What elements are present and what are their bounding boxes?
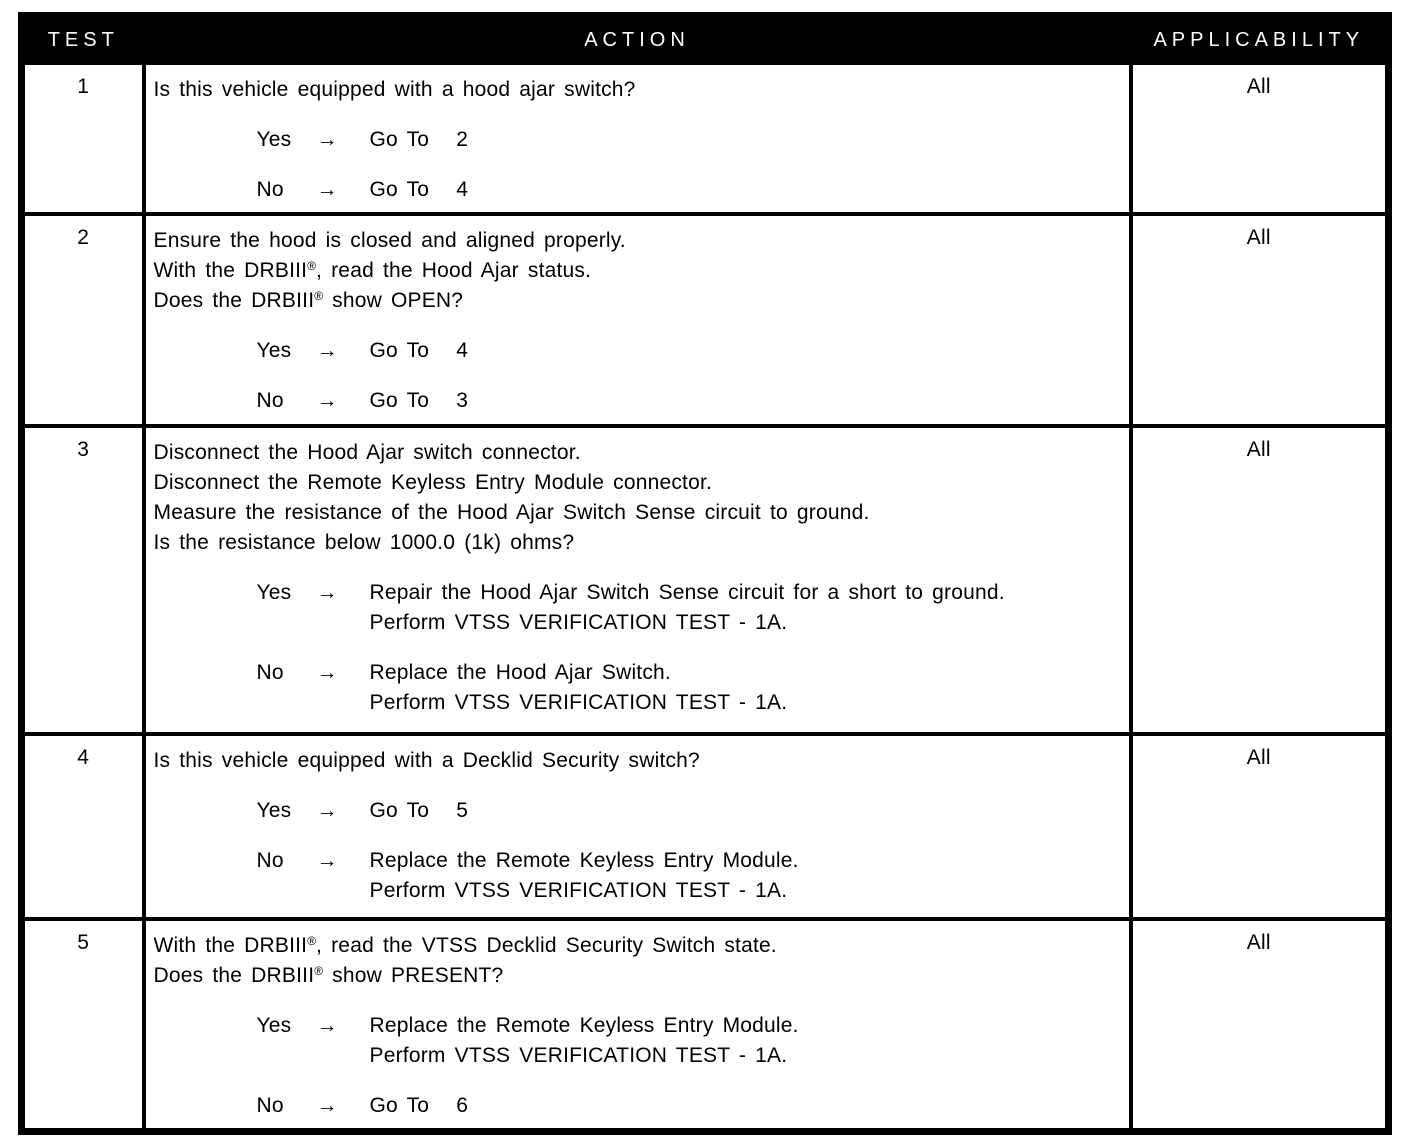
response-indent (154, 1011, 257, 1071)
statement-line: Is this vehicle equipped with a hood ajar switch? (153, 78, 636, 101)
header-test: TEST (22, 16, 144, 64)
response-indent (154, 125, 257, 155)
response-result (370, 796, 1121, 826)
response-result (370, 386, 1121, 416)
statement-line: Ensure the hood is closed and aligned properly. (153, 229, 626, 252)
result-line: Perform VTSS VERIFICATION TEST - 1A. (369, 691, 788, 714)
response-no (154, 846, 1121, 906)
response-result (370, 175, 1121, 205)
arrow-icon: → (316, 389, 338, 412)
response-result (370, 336, 1121, 366)
test-number: 2 (22, 214, 144, 426)
statement-block (154, 746, 1121, 776)
result-line: Repair the Hood Ajar Switch Sense circuit for a short to ground. (369, 581, 1005, 604)
statement-line: Disconnect the Remote Keyless Entry Module connector. (153, 471, 713, 494)
result-line: Go To 5 (369, 799, 469, 822)
action-cell (144, 919, 1131, 1131)
response-indent (154, 1091, 257, 1121)
response-label: Yes (256, 581, 292, 604)
response-indent (154, 336, 257, 366)
response-yes (154, 578, 1121, 638)
arrow-icon: → (316, 1094, 338, 1117)
result-line: Go To 3 (369, 389, 469, 412)
statement-block (154, 75, 1121, 105)
response-indent (154, 658, 257, 718)
statement-block (154, 226, 1121, 316)
applicability-cell: All (1131, 919, 1389, 1131)
header-row (22, 16, 1389, 64)
arrow-icon: → (316, 581, 338, 604)
response-yes (154, 1011, 1121, 1071)
applicability-cell: All (1131, 214, 1389, 426)
response-label: No (256, 661, 284, 684)
table-row-test-4 (22, 734, 1389, 919)
statement-line: With the DRBIII®, read the VTSS Decklid Security Switch state. (153, 934, 777, 957)
action-cell (144, 214, 1131, 426)
result-line: Go To 2 (369, 128, 469, 151)
response-indent (154, 796, 257, 826)
result-line: Replace the Hood Ajar Switch. (369, 661, 671, 684)
test-number: 5 (22, 919, 144, 1131)
arrow-icon: → (316, 799, 338, 822)
response-label: Yes (256, 339, 292, 362)
applicability-cell: All (1131, 426, 1389, 734)
diagnostic-test-table (18, 12, 1392, 1135)
table-row-test-3 (22, 426, 1389, 734)
applicability-cell: All (1131, 63, 1389, 214)
response-label: Yes (256, 1014, 292, 1037)
statement-block (154, 438, 1121, 558)
table-row-test-1 (22, 63, 1389, 214)
response-indent (154, 846, 257, 906)
response-label: Yes (256, 128, 292, 151)
response-result (370, 658, 1121, 718)
response-result (370, 125, 1121, 155)
table-row-test-2 (22, 214, 1389, 426)
result-line: Replace the Remote Keyless Entry Module. (369, 1014, 799, 1037)
response-no (154, 658, 1121, 718)
statement-line: Does the DRBIII® show OPEN? (153, 289, 464, 312)
response-indent (154, 386, 257, 416)
arrow-icon: → (316, 128, 338, 151)
response-no (154, 175, 1121, 205)
result-line: Replace the Remote Keyless Entry Module. (369, 849, 799, 872)
response-yes (154, 336, 1121, 366)
response-label: No (256, 389, 284, 412)
action-cell (144, 426, 1131, 734)
response-label: Yes (256, 799, 292, 822)
test-number: 4 (22, 734, 144, 919)
result-line: Perform VTSS VERIFICATION TEST - 1A. (369, 879, 788, 902)
response-label: No (256, 178, 284, 201)
action-cell (144, 734, 1131, 919)
header-applicability: APPLICABILITY (1131, 16, 1389, 64)
action-cell (144, 63, 1131, 214)
arrow-icon: → (316, 1014, 338, 1037)
response-result (370, 1011, 1121, 1071)
arrow-icon: → (316, 339, 338, 362)
statement-line: Is this vehicle equipped with a Decklid Security switch? (153, 749, 700, 772)
response-label: No (256, 849, 284, 872)
arrow-icon: → (316, 661, 338, 684)
test-number: 1 (22, 63, 144, 214)
statement-line: Measure the resistance of the Hood Ajar Switch Sense circuit to ground. (153, 501, 870, 524)
response-indent (154, 578, 257, 638)
response-label: No (256, 1094, 284, 1117)
arrow-icon: → (316, 849, 338, 872)
statement-line: Is the resistance below 1000.0 (1k) ohms? (153, 531, 575, 554)
header-action: ACTION (144, 16, 1131, 64)
result-line: Go To 4 (369, 178, 469, 201)
response-yes (154, 796, 1121, 826)
response-no (154, 1091, 1121, 1121)
response-result (370, 578, 1121, 638)
result-line: Go To 4 (369, 339, 469, 362)
statement-line: Does the DRBIII® show PRESENT? (153, 964, 504, 987)
response-result (370, 1091, 1121, 1121)
response-indent (154, 175, 257, 205)
result-line: Go To 6 (369, 1094, 469, 1117)
result-line: Perform VTSS VERIFICATION TEST - 1A. (369, 611, 788, 634)
statement-block (154, 931, 1121, 991)
statement-line: Disconnect the Hood Ajar switch connector. (153, 441, 581, 464)
applicability-cell: All (1131, 734, 1389, 919)
response-yes (154, 125, 1121, 155)
response-result (370, 846, 1121, 906)
test-number: 3 (22, 426, 144, 734)
result-line: Perform VTSS VERIFICATION TEST - 1A. (369, 1044, 788, 1067)
arrow-icon: → (316, 178, 338, 201)
response-no (154, 386, 1121, 416)
statement-line: With the DRBIII®, read the Hood Ajar status. (153, 259, 592, 282)
table-row-test-5 (22, 919, 1389, 1131)
